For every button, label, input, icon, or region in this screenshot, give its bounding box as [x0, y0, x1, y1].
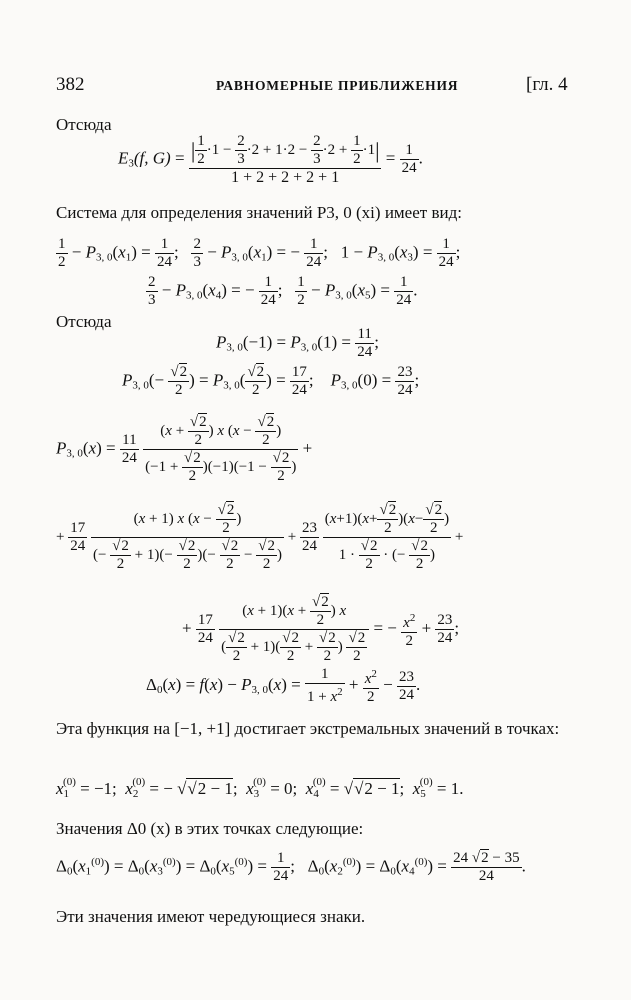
equation-lagrange-2: + $\frac{17}{24}$ (x + 1) x (x − $\frac{√2}{2}$ ) (− $\frac{√2}{2}$ + 1)(− $\frac{√2}{2}$ )(− $\frac{√2}{2}$ − $\frac{√2}{2}$ ) + $\frac{23}{24}$ (x+1)(x+ $\frac{√2}{2}$ )(x− $\frac{√2}{2}$ ) 1 · $\frac{√2}{2}$ · (− $\frac{√2}{2}$ ) +: [56, 502, 464, 572]
equation-lagrange-1: $P_{3, 0}(x)$ = $\frac{11}{24}$ (x + $\frac{√2}{2}$ ) x (x − $\frac{√2}{2}$ ) (−1 + $\frac{√2}{2}$ )(−1)(−1 − $\frac{√2}{2}$ ) +: [56, 414, 313, 484]
equation-points: $x_1^{(0)} = -1$; $x_2^{(0)}$ = − √√2 − 1; $x_3^{(0)} = 0$; $x_4^{(0)} = √√2 - 1$; $x_5^{(0)} = 1$.: [56, 776, 464, 800]
running-title: РАВНОМЕРНЫЕ ПРИБЛИЖЕНИЯ: [216, 78, 459, 93]
paragraph-otsyuda-2: Отсюда: [56, 312, 112, 331]
equation-system-line-1: $\frac{1}{2}$ − $P_{3, 0}(x_1)$ = $\frac{1}{24}$ ; $\frac{2}{3}$ − $P_{3, 0}(x_1)$ = − $\frac{1}{24}$ ; $1 - P_{3, 0}(x_3)$ = $\frac{1}{24}$ ;: [58, 236, 461, 270]
paragraph-otsyuda-1: Отсюда: [56, 115, 112, 134]
equation-values-2: $P_{3, 0}(-$ $\frac{√2}{2}$ ) = $P_{3, 0}$( $\frac{√2}{2}$ ) = $\frac{17}{24}$ ; $P_{3, 0}(0)$ = $\frac{23}{24}$ ;: [122, 364, 420, 398]
paragraph-values: Значения Δ0 (x) в этих точках следующие:: [56, 819, 364, 838]
paragraph-system: Система для определения значений P3, 0 (xi) имеет вид:: [56, 203, 462, 222]
page-number: 382: [56, 74, 85, 95]
equation-delta: $\Delta_0(x) = f(x) - P_{3, 0}(x)$ = $\frac{1}{1 + x^2}$ + $\frac{x^2}{2}$ − $\frac{23}{24}$ .: [146, 666, 421, 705]
equation-values-1: $P_{3, 0}(-1) = P_{3, 0}(1)$ = $\frac{11}{24}$ ;: [216, 326, 379, 360]
equation-system-line-2: $\frac{2}{3}$ − $P_{3, 0}(x_4)$ = − $\frac{1}{24}$ ; $\frac{1}{2}$ − $P_{3, 0}(x_5)$ = $\frac{1}{24}$ .: [148, 274, 418, 308]
equation-error: $E_3(f$, G) = | $\frac{1}{2}$ ·1 − $\frac{2}{3}$ ·2 + 1·2 − $\frac{2}{3}$ ·2 + $\frac{1}{2}$ ·1| 1 + 2 + 2 + 2 + 1 = $\frac{1}{24}$ .: [118, 133, 423, 186]
paragraph-alternating: Эти значения имеют чередующиеся знаки.: [56, 907, 366, 926]
chapter-marker: [гл. 4: [526, 74, 568, 95]
equation-delta-values: $\Delta_0(x_1^{(0)}) = \Delta_0(x_3^{(0)}) = \Delta_0(x_5^{(0)})$ = $\frac{1}{24}$ ; $\Delta_0(x_2^{(0)}) = \Delta_0(x_4^{(0)})$ = $\frac{24 √2 - 35}{24}$ .: [56, 850, 526, 884]
equation-lagrange-3: + $\frac{17}{24}$ (x + 1)(x + $\frac{√2}{2}$ ) x ( $\frac{√2}{2}$ + 1)( $\frac{√2}{2}$ + $\frac{√2}{2}$ ) $\frac{√2}{2}$ = − $\frac{x^2}{2}$ + $\frac{23}{24}$ ;: [182, 594, 460, 664]
paragraph-extremal: Эта функция на [−1, +1] достигает экстремальных значений в точках:: [56, 719, 560, 738]
